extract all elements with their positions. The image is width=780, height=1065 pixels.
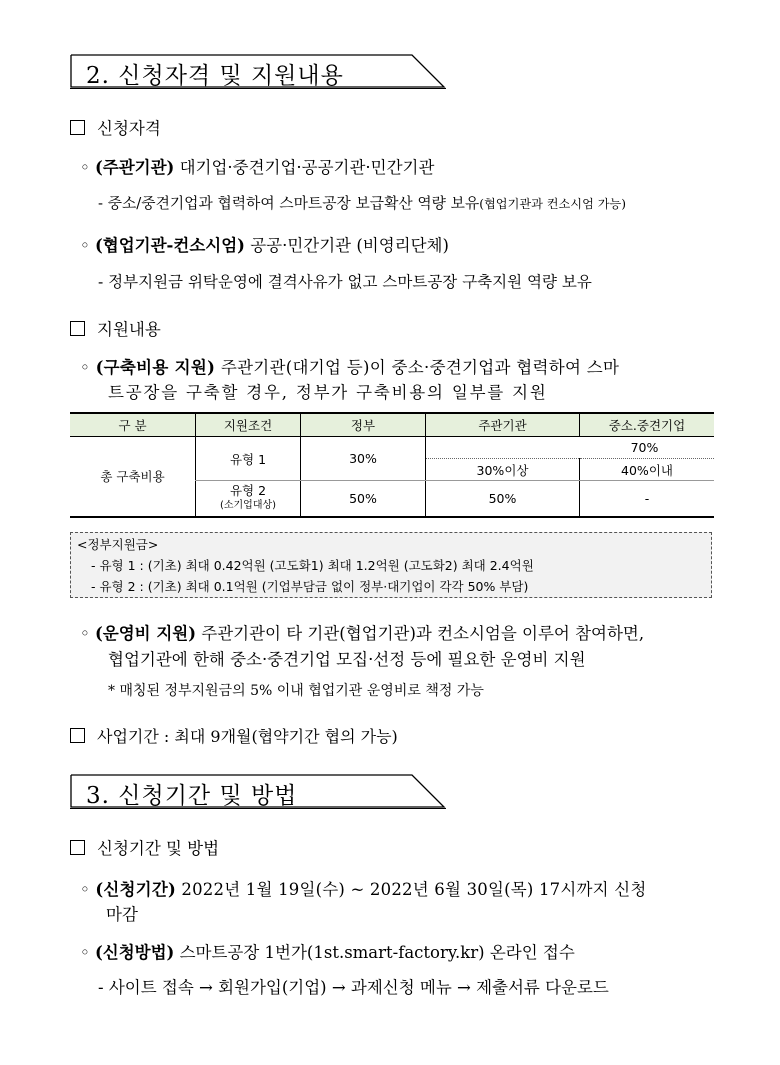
- application-method-sub: - 사이트 접속 → 회원가입(기업) → 과제신청 메뉴 → 제출서류 다운로드: [98, 978, 609, 997]
- type2-gov-cell: 50%: [301, 481, 426, 517]
- coop-institution-text: 공공·민간기관 (비영리단체): [244, 236, 449, 255]
- cost-table: [70, 412, 714, 518]
- lead-institution-label: (주관기관): [94, 158, 175, 177]
- section-2-title: 2. 신청자격 및 지원내용: [86, 63, 344, 89]
- table-header: 지원조건: [196, 413, 301, 437]
- grant-title: <정부지원금>: [77, 537, 159, 552]
- table-row-label: 총 구축비용: [70, 437, 196, 517]
- type1-cell: 유형 1: [196, 437, 301, 481]
- type1-gov-cell: 30%: [301, 437, 426, 481]
- application-period-label: (신청기간): [95, 880, 176, 899]
- coop-institution-sub: - 정부지원금 위탁운영에 결격사유가 없고 스마트공장 구축지원 역량 보유: [98, 273, 592, 291]
- application-period-text2: 마감: [106, 905, 138, 924]
- ops-support-label: (운영비 지원): [94, 624, 197, 643]
- type1-combined-cell: 70%: [426, 437, 715, 459]
- support-heading: 지원내용: [70, 316, 161, 340]
- build-support-label: (구축비용 지원): [95, 358, 216, 377]
- table-header: 중소.중견기업: [580, 413, 715, 437]
- ops-support-note: * 매칭된 정부지원금의 5% 이내 협업기관 운영비로 책정 가능: [108, 683, 484, 699]
- type1-sme-cell: 40%이내: [580, 459, 715, 481]
- grant-line-2: - 유형 2 : (기초) 최대 0.1억원 (기업부담금 없이 정부·대기업이 각각 50% 부담): [91, 579, 529, 594]
- checkbox-square-icon: [70, 321, 85, 336]
- type2-lead-cell: 50%: [426, 481, 580, 517]
- application-method-item: ◦ (신청방법) 스마트공장 1번가(1st.smart-factory.kr) 온라인 접수: [80, 943, 575, 962]
- checkbox-square-icon: [70, 120, 85, 135]
- grant-line-1: - 유형 1 : (기초) 최대 0.42억원 (고도화1) 최대 1.2억원 (고도화2) 최대 2.4억원: [91, 558, 534, 573]
- checkbox-square-icon: [70, 728, 85, 743]
- section-3-header: [70, 774, 445, 808]
- checkbox-square-icon: [70, 840, 85, 855]
- coop-institution-label: (협업기관-컨소시엄): [94, 236, 245, 255]
- section-2-header: [70, 54, 445, 88]
- application-period-item: ◦ (신청기간) 2022년 1월 19일(수) ~ 2022년 6월 30일(목) 17시까지 신청: [80, 880, 647, 899]
- project-period: 사업기간 : 최대 9개월(협약기간 협의 가능): [70, 724, 398, 747]
- section-3-title: 3. 신청기간 및 방법: [86, 783, 298, 809]
- type1-lead-cell: 30%이상: [426, 459, 580, 481]
- lead-institution-item: ◦ (주관기관) 대기업·중견기업·공공기관·민간기관: [80, 158, 435, 177]
- lead-institution-sub: - 중소/중견기업과 협력하여 스마트공장 보급확산 역량 보유(협업기관과 컨소시엄 가능): [98, 195, 627, 212]
- table-header: 주관기관: [426, 413, 580, 437]
- ops-support-text2: 협업기관에 한해 중소·중견기업 모집·선정 등에 필요한 운영비 지원: [108, 650, 586, 669]
- build-support-text2: 트공장을 구축할 경우, 정부가 구축비용의 일부를 지원: [108, 383, 548, 402]
- lead-institution-text: 대기업·중견기업·공공기관·민간기관: [174, 158, 435, 177]
- type2-sme-cell: -: [580, 481, 715, 517]
- application-heading: 신청기간 및 방법: [70, 835, 219, 859]
- build-support-item: ◦ (구축비용 지원) 주관기관(대기업 등)이 중소·중견기업과 협력하여 스마: [80, 358, 620, 377]
- eligibility-heading: 신청자격: [70, 115, 161, 139]
- application-method-label: (신청방법): [94, 943, 175, 962]
- table-header: 구 분: [70, 413, 196, 437]
- type2-cell: 유형 2 (소기업대상): [196, 481, 301, 517]
- grant-box: [70, 532, 712, 598]
- coop-institution-item: ◦ (협업기관-컨소시엄) 공공·민간기관 (비영리단체): [80, 236, 449, 255]
- table-header: 정부: [301, 413, 426, 437]
- ops-support-item: ◦ (운영비 지원) 주관기관이 타 기관(협업기관)과 컨소시엄을 이루어 참여하면,: [80, 624, 645, 643]
